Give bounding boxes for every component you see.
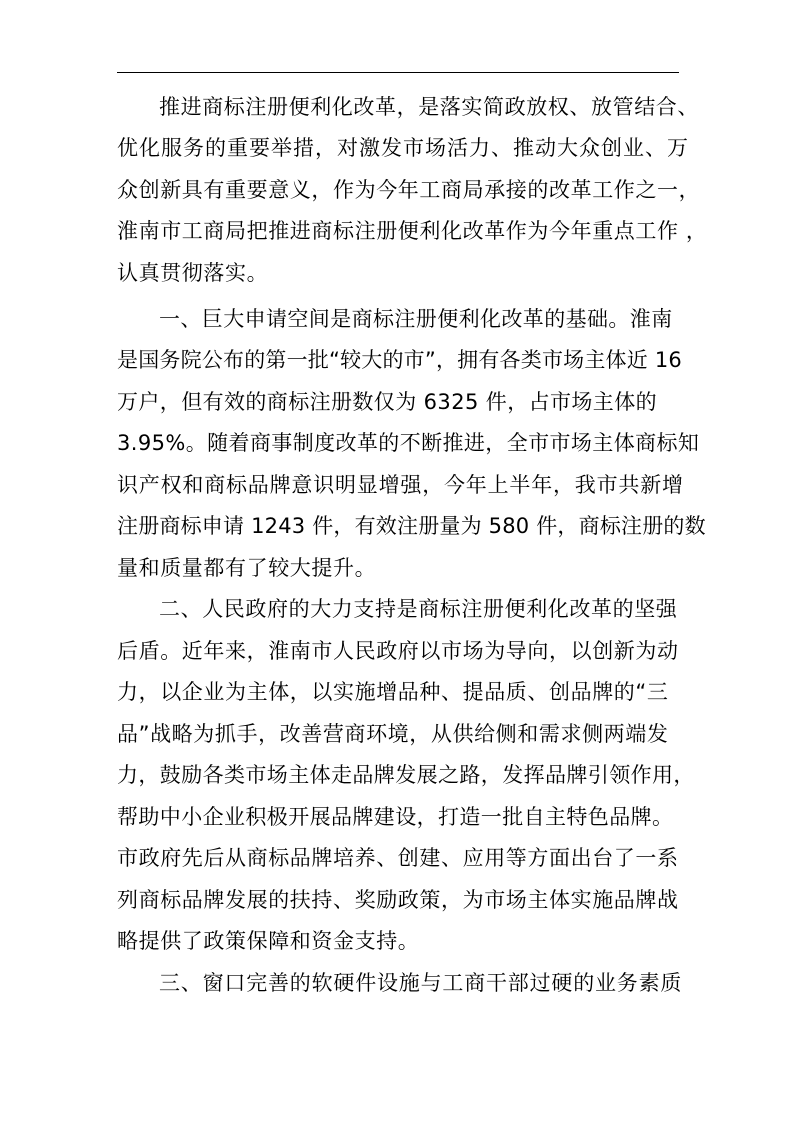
header-rule [117, 72, 679, 73]
paragraph-2-line-3: 万户，但有效的商标注册数仅为 6325 件，占市场主体的 [117, 390, 657, 414]
paragraph-3-line-5: 力，鼓励各类市场主体走品牌发展之路，发挥品牌引领作用， [117, 763, 695, 787]
paragraph-3-line-1: 二、人民政府的大力支持是商标注册便利化改革的坚强 [159, 597, 678, 621]
paragraph-2-line-1: 一、巨大申请空间是商标注册便利化改革的基础。淮南 [159, 307, 673, 331]
paragraph-3-line-2: 后盾。近年来，淮南市人民政府以市场为导向，以创新为动 [117, 639, 679, 663]
paragraph-3-line-6: 帮助中小企业积极开展品牌建设，打造一批自主特色品牌。 [117, 805, 674, 829]
paragraph-4-line-1: 三、窗口完善的软硬件设施与工商干部过硬的业务素质 [159, 971, 683, 995]
paragraph-2-line-6: 注册商标申请 1243 件，有效注册量为 580 件，商标注册的数 [117, 514, 706, 538]
paragraph-1-line-2: 优化服务的重要举措，对激发市场活力、推动大众创业、万 [117, 136, 689, 160]
paragraph-1-line-1: 推进商标注册便利化改革，是落实简政放权、放管结合、 [159, 95, 699, 119]
paragraph-3-line-3: 力，以企业为主体，以实施增品种、提品质、创品牌的“三 [117, 680, 669, 704]
paragraph-1-line-3: 众创新具有重要意义，作为今年工商局承接的改革工作之一， [117, 178, 701, 202]
paragraph-3-line-4: 品”战略为抓手，改善营商环境，从供给侧和需求侧两端发 [117, 722, 669, 746]
paragraph-2-line-2: 是国务院公布的第一批“较大的市”，拥有各类市场主体近 16 [117, 348, 682, 372]
paragraph-2-line-7: 量和质量都有了较大提升。 [117, 556, 377, 580]
paragraph-1-line-4: 淮南市工商局把推进商标注册便利化改革作为今年重点工作 ， [117, 219, 708, 243]
paragraph-3-line-7: 市政府先后从商标品牌培养、创建、应用等方面出台了一系 [117, 846, 679, 870]
paragraph-3-line-8: 列商标品牌发展的扶持、奖励政策，为市场主体实施品牌战 [117, 888, 679, 912]
paragraph-2-line-4: 3.95%。随着商事制度改革的不断推进，全市市场主体商标知 [117, 431, 700, 455]
paragraph-3-line-9: 略提供了政策保障和资金支持。 [117, 929, 420, 953]
paragraph-2-line-5: 识产权和商标品牌意识明显增强，今年上半年，我市共新增 [117, 473, 684, 497]
paragraph-1-line-5: 认真贯彻落实。 [117, 261, 269, 285]
